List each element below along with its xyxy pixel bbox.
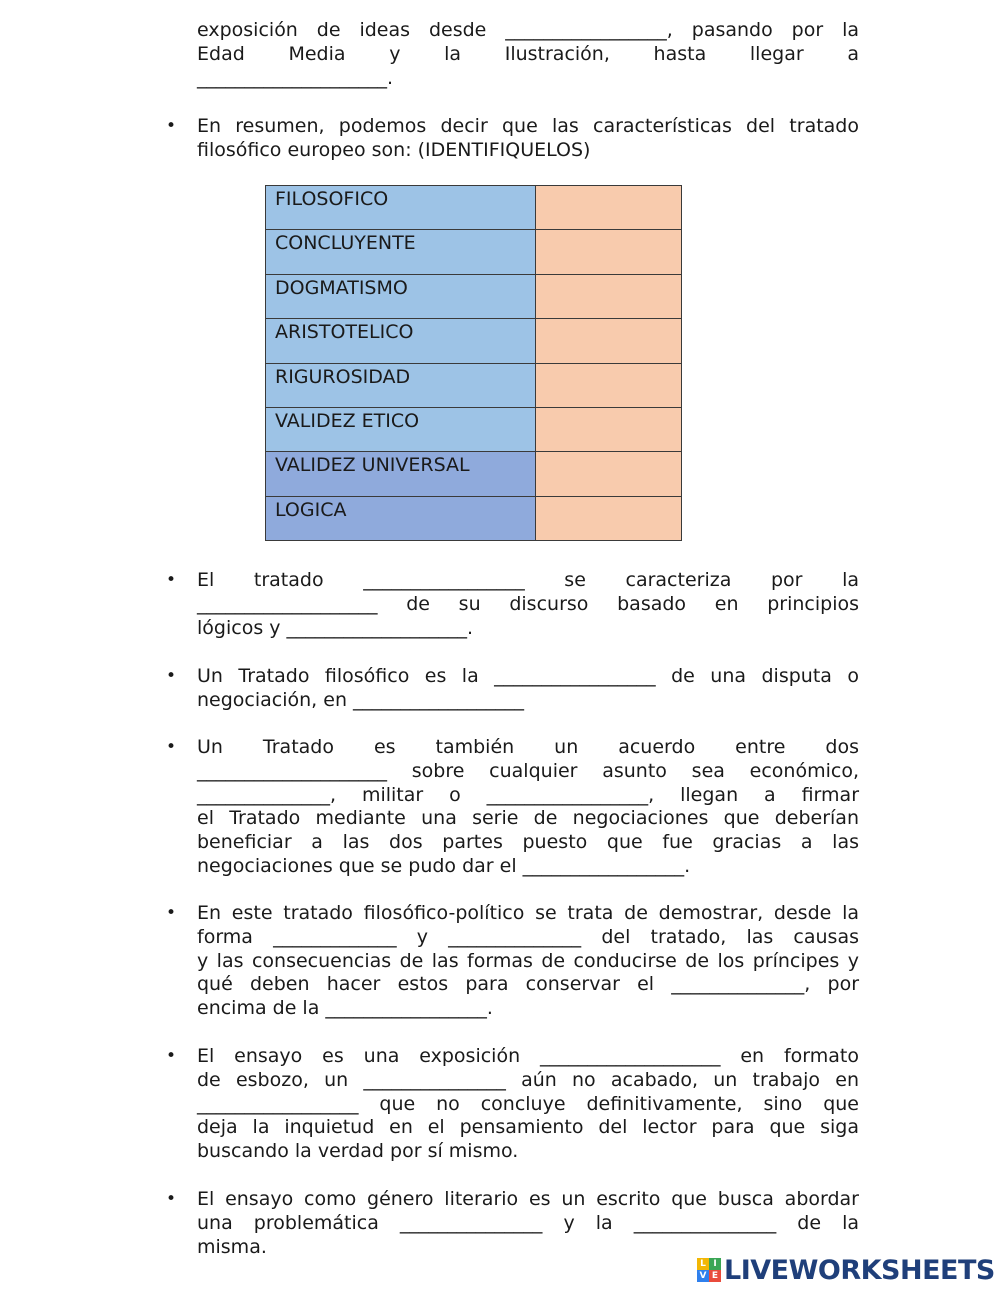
trait-label: DOGMATISMO (266, 274, 536, 318)
trait-answer-field[interactable] (535, 274, 681, 318)
text-line: una problemática _______________ y la _______________ de la (197, 1211, 859, 1234)
trait-answer-field[interactable] (535, 496, 681, 540)
table-row (266, 407, 682, 451)
trait-answer-field[interactable] (535, 407, 681, 451)
text-line: y las consecuencias de las formas de conducirse de los príncipes y (197, 949, 859, 972)
text-line: qué deben hacer estos para conservar el ______________, por (197, 973, 859, 996)
text-line: filosófico europeo son: (IDENTIFIQUELOS) (197, 138, 591, 161)
trait-answer-field[interactable] (535, 452, 681, 496)
table-row (266, 452, 682, 496)
logo-text: LIVEWORKSHEETS (724, 1254, 995, 1286)
text-line: negociación, en __________________ (197, 688, 525, 711)
text-line: de esbozo, un _______________ aún no acabado, un trabajo en (197, 1068, 859, 1091)
text-line: El ensayo como género literario es un escrito que busca abordar (197, 1188, 859, 1210)
text-line: ______________, militar o _________________, llegan a firmar (197, 783, 859, 806)
text-line: ____________________ sobre cualquier asunto sea económico, (197, 759, 859, 782)
trait-answer-field[interactable] (535, 319, 681, 363)
trait-answer-field[interactable] (535, 186, 681, 230)
text-line: encima de la _________________. (197, 997, 493, 1020)
trait-label: VALIDEZ UNIVERSAL (266, 452, 536, 496)
paragraph-ensayo-exposicion (197, 1045, 859, 1164)
text-line: negociaciones que se pudo dar el _________________. (197, 854, 691, 877)
trait-label: FILOSOFICO (266, 186, 536, 230)
text-line: deja la inquietud en el pensamiento del lector para que siga (197, 1116, 859, 1139)
trait-label: VALIDEZ ETICO (266, 407, 536, 451)
liveworksheets-logo (697, 1255, 995, 1285)
text-line: El ensayo es una exposición ___________________ en formato (197, 1045, 859, 1067)
text-line: El tratado _________________ se caracteriza por la (197, 569, 859, 591)
text-line: _________________ que no concluye definitivamente, sino que (197, 1092, 859, 1115)
text-line: el Tratado mediante una serie de negociaciones que deberían (197, 807, 859, 830)
logo-mark-letter: L (697, 1258, 709, 1270)
paragraph-history-continuation (197, 19, 859, 90)
text-line: exposición de ideas desde _________________, pasando por la (197, 19, 859, 41)
text-line: ____________________. (197, 66, 394, 89)
logo-mark-letter: E (709, 1270, 721, 1282)
table-row (266, 496, 682, 540)
table-row (266, 319, 682, 363)
trait-label: LOGICA (266, 496, 536, 540)
table-row (266, 230, 682, 274)
liveworksheets-logo-icon (697, 1258, 721, 1282)
text-line: buscando la verdad por sí mismo. (197, 1140, 519, 1163)
paragraph-tratado-definicion (197, 665, 859, 713)
paragraph-tratado-acuerdo (197, 736, 859, 879)
text-line: misma. (197, 1235, 267, 1258)
text-line: lógicos y ___________________. (197, 616, 474, 639)
text-line: ___________________ de su discurso basado en principios (197, 592, 859, 615)
text-line: Un Tratado filosófico es la _________________ de una disputa o (197, 665, 859, 687)
bullet-icon: • (166, 737, 177, 757)
trait-label: RIGUROSIDAD (266, 363, 536, 407)
paragraph-ensayo-genero (197, 1188, 859, 1259)
paragraph-tratado-caracteriza (197, 569, 859, 640)
bullet-icon: • (166, 903, 177, 923)
logo-mark-letter: V (697, 1270, 709, 1282)
characteristics-table (265, 185, 682, 541)
bullet-icon: • (166, 570, 177, 590)
trait-label: ARISTOTELICO (266, 319, 536, 363)
trait-label: CONCLUYENTE (266, 230, 536, 274)
paragraph-summary (197, 115, 859, 163)
bullet-icon: • (166, 1189, 177, 1209)
text-line: En resumen, podemos decir que las características del tratado (197, 115, 859, 137)
logo-mark-letter: I (709, 1258, 721, 1270)
text-line: Un Tratado es también un acuerdo entre dos (197, 736, 859, 758)
text-line: beneficiar a las dos partes puesto que fue gracias a las (197, 831, 859, 854)
bullet-icon: • (166, 1046, 177, 1066)
table-row (266, 274, 682, 318)
text-line: En este tratado filosófico-político se trata de demostrar, desde la (197, 902, 859, 924)
paragraph-tratado-politico (197, 902, 859, 1021)
table-row (266, 363, 682, 407)
trait-answer-field[interactable] (535, 230, 681, 274)
bullet-icon: • (166, 666, 177, 686)
table-row (266, 186, 682, 230)
trait-answer-field[interactable] (535, 363, 681, 407)
bullet-icon: • (166, 116, 177, 136)
text-line: Edad Media y la Ilustración, hasta llegar a (197, 42, 859, 65)
text-line: forma _____________ y ______________ del tratado, las causas (197, 925, 859, 948)
